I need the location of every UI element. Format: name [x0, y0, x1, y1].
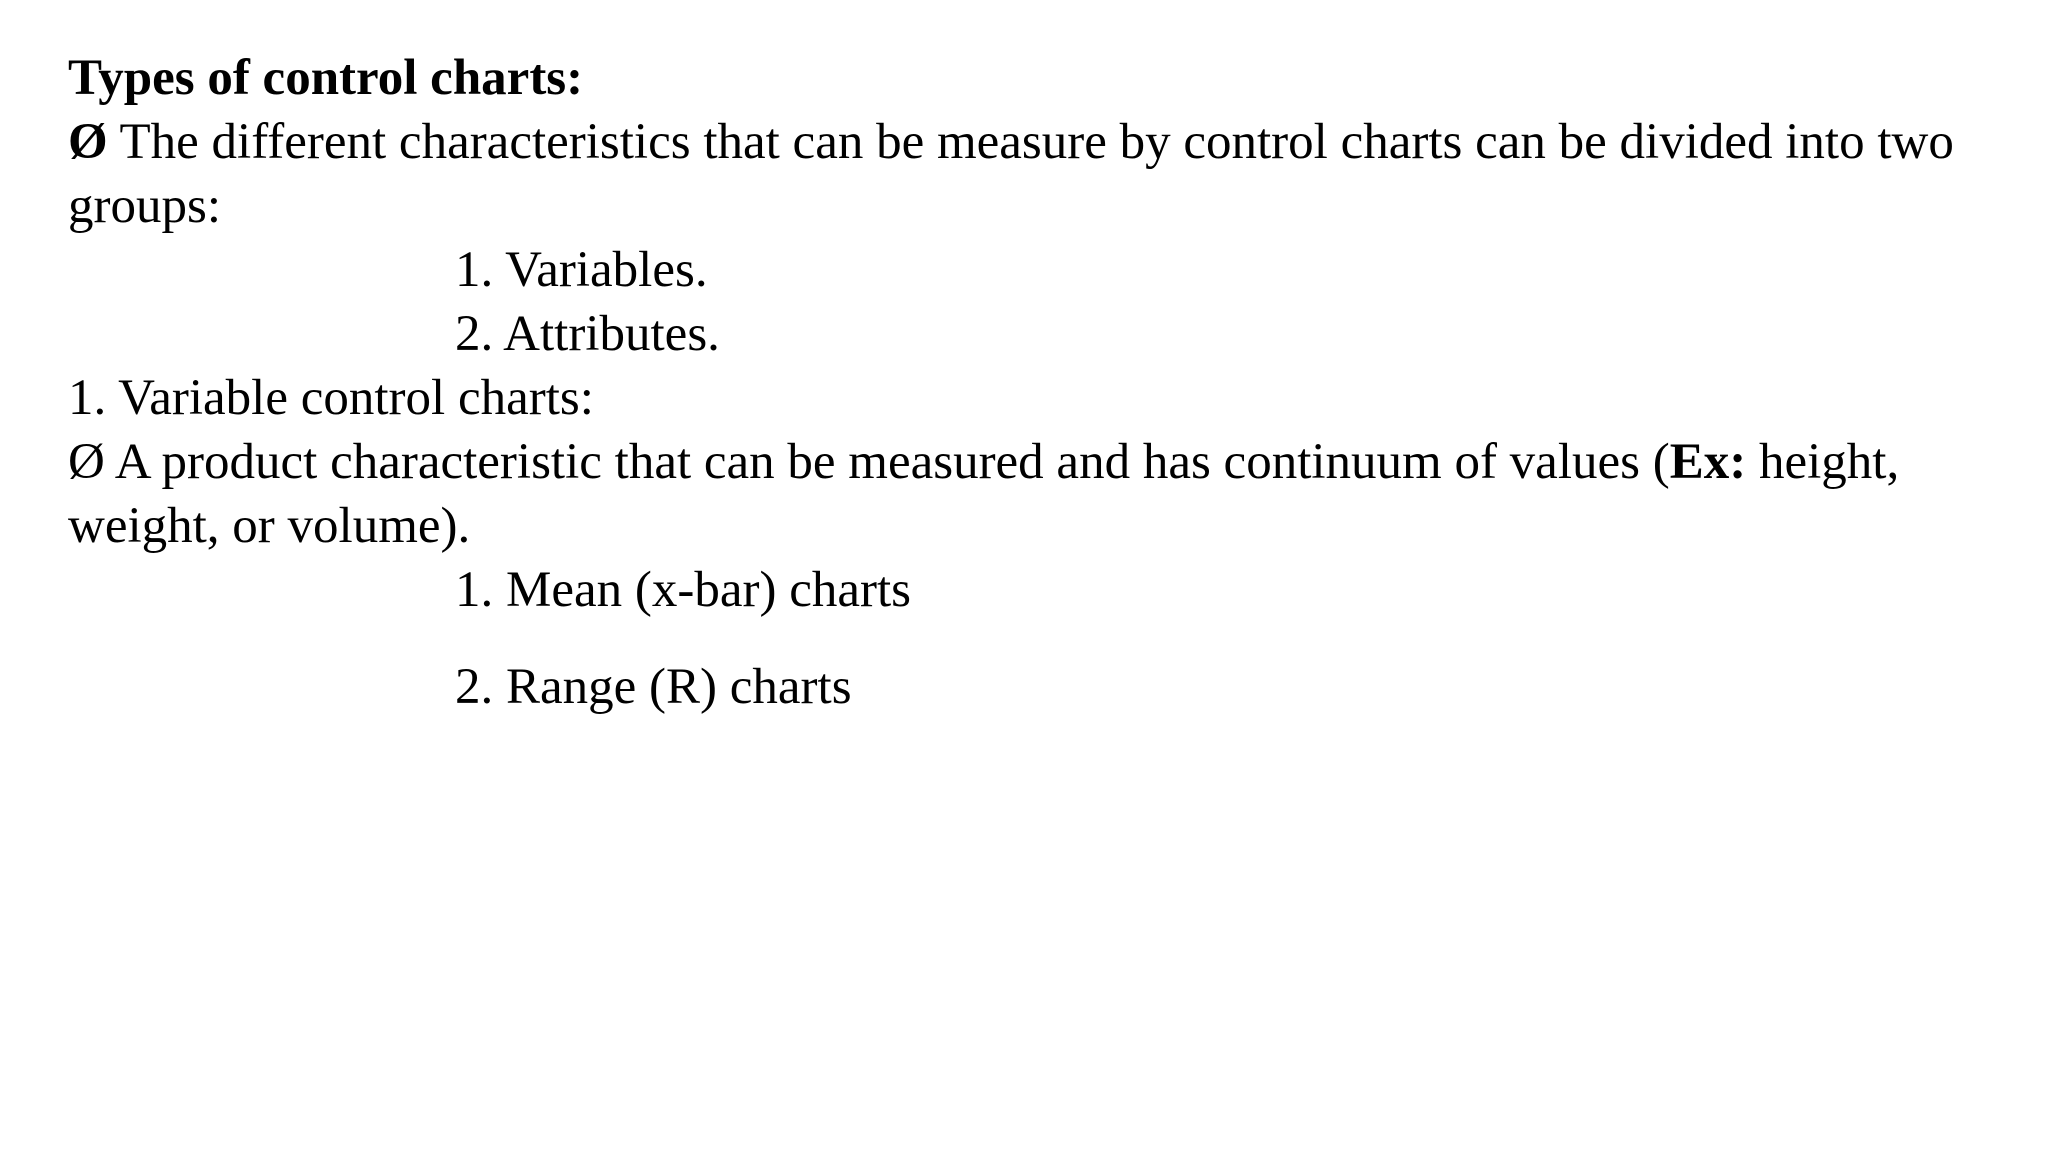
- group-item-attributes: 2. Attributes.: [455, 306, 720, 362]
- intro-paragraph: [68, 110, 2013, 238]
- group-item-variables: 1. Variables.: [455, 242, 708, 298]
- intro-text: The different characteristics that can be measure by control charts can be divided into two groups:: [68, 114, 1954, 234]
- chart-item-range: 2. Range (R) charts: [455, 659, 852, 715]
- variable-section-title: 1. Variable control charts:: [68, 370, 594, 426]
- variable-description: [68, 430, 2013, 558]
- bullet-icon: Ø: [68, 114, 108, 170]
- slide-content: [68, 46, 2008, 719]
- slide-heading: Types of control charts:: [68, 50, 584, 106]
- example-label: Ex:: [1669, 434, 1747, 490]
- variable-text-after: height, weight, or volume).: [68, 434, 1900, 554]
- bullet-icon: Ø: [68, 434, 105, 490]
- variable-text-before: A product characteristic that can be measured and has continuum of values (: [104, 434, 1670, 490]
- chart-item-mean: 1. Mean (x-bar) charts: [455, 562, 911, 618]
